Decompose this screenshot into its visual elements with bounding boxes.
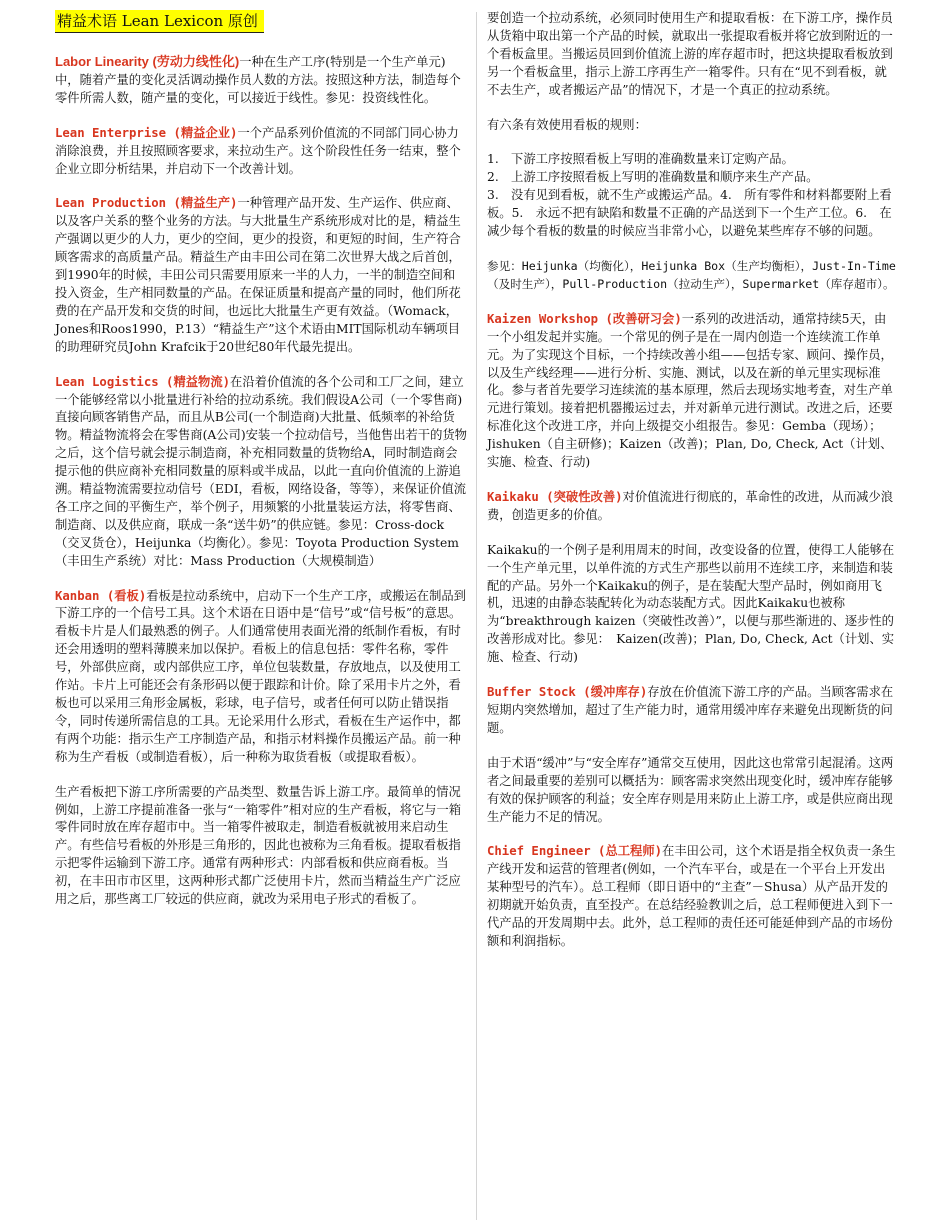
kanban-rules-intro: 有六条有效使用看板的规则： — [487, 117, 647, 132]
definition-lean-production: 一种管理产品开发、生产运作、供应商、以及客户关系的整个业务的方法。与大批量生产系统形成对比的是，精益生产强调以更少的人力，更少的空间，更少的投资，和更短的时间，生产符合顾客需求的高质量产品。精益生产由丰田公司在第二次世界大战之后首创，到1990年的时候，丰田公司只需要用原来一半的人力，一半的制造空间和投入资金，生产相同数量的产品。在保证质量和提高产量的同时，他们所花费的在产品开发和交货的时间，也远比大批量生产更有效益。（Womack，Jones和Roos1990，P.13）“精益生产”这个术语由MIT国际机动车辆项目的助理研究员John Krafcik于20世纪80年代最先提出。 — [55, 196, 461, 354]
paragraph-kanban-pull-system: 要创造一个拉动系统，必须同时使用生产和提取看板：在下游工序，操作员从货箱中取出第一个产品的时候，就取出一张提取看板并将它放到附近的一个看板盒里。当搬运员回到价值流上游的库存超市时，把这块提取看板放到另一个看板盒里，指示上游工序再生产一箱零件。只有在“见不到看板，就不去生产，或者搬运产品”的情况下，才是一个真正的拉动系统。 — [487, 11, 893, 97]
paragraph-kaikaku-example: Kaikaku的一个例子是利用周末的时间，改变设备的位置，使得工人能够在一个生产单元里，以单件流的方式生产那些以前用不连续工序，来制造和装配的产品。另外一个Kaikaku的例子，是在装配大型产品时，例如商用飞机，迅速的由静态装配转化为动态装配方式。因此Kaikaku也被称为“breakthrough kaizen（突破性改善）”，以便与那些渐进的、逐步性的改善形成对比。参见： Kaizen(改善)；Plan, Do, Check, Act（计划、实施、检查、行动) — [487, 542, 895, 665]
term-kanban: Kanban (看板) — [55, 588, 147, 603]
kanban-see-also: 参见：Heijunka（均衡化），Heijunka Box（生产均衡柜），Just-In-Time（及时生产），Pull-Production（拉动生产），Supermarket（库存超市）。 — [487, 258, 896, 291]
definition-labor-linearity: 一种在生产工序(特别是一个生产单元)中，随着产量的变化灵活调动操作员人数的方法。按照这种方法，制造每个零件所需人数，随产量的变化，可以接近于线性。参见：投资线性化。 — [55, 55, 461, 105]
paragraph-kanban-production: 生产看板把下游工序所需要的产品类型、数量告诉上游工序。最简单的情况例如，上游工序提前准备一张与“一箱零件”相对应的生产看板，将它与一箱零件同时放在库存超市中。当一箱零件被取走，制造看板就被用来启动生产。有些信号看板的外形是三角形的，因此也被称为三角看板。提取看板指示把零件运输到下游工序。通常有两种形式：内部看板和供应商看板。当初，在丰田市市区里，这两种形式都广泛使用卡片，然而当精益生产广泛应用之后，那些离工厂较远的供应商，就改为采用电子形式的看板了。 — [55, 784, 462, 907]
entry-kanban — [55, 588, 467, 767]
entry-chief-engineer — [487, 843, 897, 950]
page-title: 精益术语 Lean Lexicon 原创 — [55, 10, 264, 33]
right-column — [487, 10, 897, 968]
definition-kaizen-workshop: 一系列的改进活动，通常持续5天，由一个小组发起并实施。一个常见的例子是在一周内创造一个连续流工作单元。为了实现这个目标，一个持续改善小组——包括专家、顾问、操作员，以及生产线经理——进行分析、实施、测试，以及在新的单元里实现标准化。参与者首先要学习连续流的基本原理，然后去现场实地考查，对生产单元进行策划。接着把机器搬运过去，并对新单元进行测试。改进之后，还要标准化这个改进工序，并向上级提交小组报告。参见：Gemba（现场）；Jishuken（自主研修)；Kaizen（改善)；Plan, Do, Check, Act（计划、实施、检查、行动) — [487, 311, 893, 470]
definition-chief-engineer: 在丰田公司，这个术语是指全权负责一条生产线开发和运营的管理者(例如，一个汽车平台，或是在一个平台上开发出某种型号的汽车）。总工程师（即日语中的“主查”－Shusa）从产品开发的初期就开始负责，直至投产。在总结经验教训之后，总工程师便进入到下一代产品的开发周期中去。此外，总工程师的责任还可能延伸到产品的市场份额和利润指标。 — [487, 844, 896, 948]
definition-kaikaku: 对价值流进行彻底的，革命性的改进，从而减少浪费，创造更多的价值。 — [487, 489, 894, 522]
kanban-rule-2: 2. 上游工序按照看板上写明的准确数量和顺序来生产产品。 — [487, 170, 819, 185]
left-column — [55, 10, 467, 926]
term-kaizen-workshop: Kaizen Workshop (改善研习会) — [487, 311, 682, 326]
kanban-rules-3-6: 3. 没有见到看板，就不生产或搬运产品。4. 所有零件和材料都要附上看板。5. 永远不把有缺陷和数量不正确的产品送到下一个生产工位。6. 在减少每个看板的数量的时候应当非常小心，以避免某些库存不够的问题。 — [487, 188, 892, 239]
entry-buffer-stock — [487, 684, 897, 738]
entry-kaikaku — [487, 489, 897, 525]
term-chief-engineer: Chief Engineer (总工程师) — [487, 844, 663, 859]
term-lean-enterprise: Lean Enterprise (精益企业) — [55, 125, 238, 140]
term-labor-linearity: Labor Linearity (劳动力线性化) — [55, 54, 240, 69]
entry-lean-logistics — [55, 374, 467, 571]
term-lean-production: Lean Production (精益生产) — [55, 196, 238, 211]
term-lean-logistics: Lean Logistics (精益物流) — [55, 374, 231, 389]
term-buffer-stock: Buffer Stock (缓冲库存) — [487, 685, 648, 700]
term-kaikaku: Kaikaku (突破性改善) — [487, 489, 623, 504]
definition-lean-logistics: 在沿着价值流的各个公司和工厂之间，建立一个能够经常以小批量进行补给的拉动系统。我们假设A公司（一个零售商)直接向顾客销售产品，而且从B公司(一个制造商)大批量、低频率的补给货物。精益物流将会在零售商(A公司)安装一个拉动信号，当他售出若干的货物之后，这个信号就会提示制造商，补充相同数量的货物给A，同时制造商会提示他的供应商补充相同数量的原料或半成品，以此一直向价值流的上游追溯。精益物流需要拉动信号（EDI，看板，网络设备，等等），来保证价值流各工序之间的平衡生产，举个例子，用频繁的小批量装运方法，将零售商、制造商、以及供应商，联成一条“送牛奶”的供应链。参见：Cross-dock（交叉货仓），Heijunka（均衡化）。参见：Toyota Production System（丰田生产系统）对比：Mass Production（大规模制造） — [55, 374, 467, 568]
definition-buffer-stock: 存放在价值流下游工序的产品。当顾客需求在短期内突然增加，超过了生产能力时，通常用缓冲库存来避免出现断货的问题。 — [487, 685, 894, 735]
kanban-rules-list — [487, 151, 897, 241]
entry-lean-enterprise — [55, 125, 467, 179]
paragraph-buffer-vs-safety: 由于术语“缓冲”与“安全库存”通常交互使用，因此这也常常引起混淆。这两者之间最重要的差别可以概括为：顾客需求突然出现变化时，缓冲库存能够有效的保护顾客的利益；安全库存则是用来防止上游工序，或是供应商出现生产能力不足的情况。 — [487, 755, 894, 824]
definition-lean-enterprise: 一个产品系列价值流的不同部门同心协力消除浪费，并且按照顾客要求，来拉动生产。这个阶段性任务一结束，整个企业立即分析结果，并启动下一个改善计划。 — [55, 125, 461, 176]
column-divider — [476, 12, 477, 1220]
definition-kanban: 看板是拉动系统中，启动下一个生产工序，或搬运在制品到下游工序的一个信号工具。这个术语在日语中是“信号”或“信号板”的意思。看板卡片是人们最熟悉的例子。人们通常使用表面光滑的纸制作看板，有时还会用透明的塑料薄膜来加以保护。看板上的信息包括：零件名称，零件号，外部供应商，或内部供应工序，单位包装数量，存放地点，以及使用工作站。卡片上可能还会有条形码以便于跟踪和计价。除了采用卡片之外，看板也可以采用三角形金属板，彩球，电子信号，或者任何可以防止错误指令，同时传递所需信息的工具。无论采用什么形式，看板在生产运作中，都有两个功能：指示生产工序制造产品，和指示材料操作员搬运产品。前一种称为生产看板（或制造看板），后一种称为取货看板（或提取看板）。 — [55, 588, 466, 764]
entry-lean-production — [55, 195, 467, 356]
entry-kaizen-workshop — [487, 311, 897, 472]
entry-labor-linearity — [55, 53, 467, 108]
kanban-rule-1: 1. 下游工序按照看板上写明的准确数量来订定购产品。 — [487, 152, 794, 167]
